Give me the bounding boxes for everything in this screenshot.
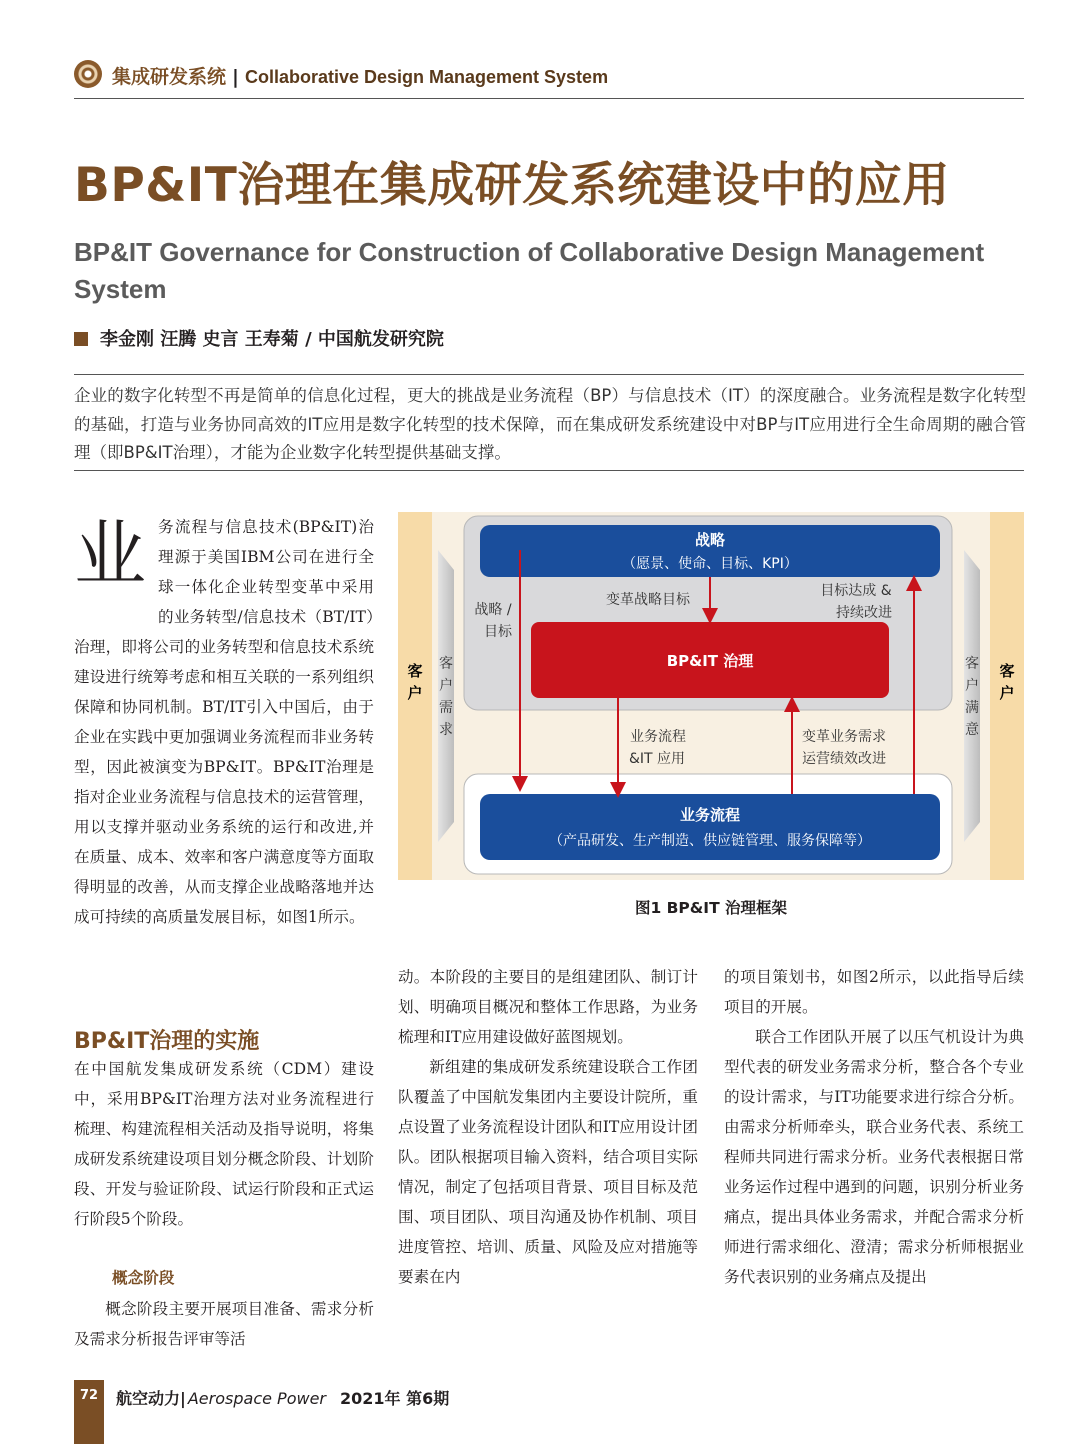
customer-need-3: 需 bbox=[439, 700, 453, 716]
intro-text: 务流程与信息技术(BP&IT)治理源于美国IBM公司在进行全球一体化企业转型变革中采用的业务转型/信息技术（BT/IT）治理，即将公司的业务转型和信息技术系统建设进行统筹考虑和相互关联的一系列组织保障和协同机制。BT/IT引入中国后，由于企业在实践中更加强调业务流程而非业务转型，因此被演变为BP&IT。BP&IT治理是指对企业业务流程与信息技术的运营管理，用以支撑并驱动业务系统的运行和改进,并在质量、成本、效率和客户满意度等方面取得明显的改善，从而支撑企业战略落地并达成可持续的高质量发展目标，如图1所示。 bbox=[74, 518, 374, 926]
journal-issue: 2021年 第6期 bbox=[339, 1389, 450, 1408]
square-bullet-icon bbox=[74, 332, 88, 346]
label-bp-it-2: &IT 应用 bbox=[628, 751, 686, 767]
customer-sat-4: 意 bbox=[965, 722, 979, 738]
section-name-en: Collaborative Design Management System bbox=[244, 67, 609, 87]
label-target-1: 目标达成 & bbox=[820, 583, 892, 599]
label-strategy-goal-2: 目标 bbox=[484, 624, 512, 640]
subsection-heading: 概念阶段 bbox=[112, 1269, 175, 1287]
page-number: 72 bbox=[79, 1388, 99, 1403]
intro-paragraph bbox=[74, 512, 374, 932]
process-subtitle: （产品研发、生产制造、供应链管理、服务保障等） bbox=[549, 833, 871, 849]
col2-paragraph: 新组建的集成研发系统建设联合工作团队覆盖了中国航发集团内主要设计院所，重点设置了业务流程设计团队和IT应用设计团队。团队根据项目输入资料，结合项目实际情况，制定了包括项目背景、项目目标及范围、项目团队、项目沟通及协作机制、项目进度管控、培训、质量、风险及应对措施等要素在内 bbox=[398, 1058, 698, 1286]
col3-paragraph: 的项目策划书，如图2所示，以此指导后续项目的开展。 bbox=[724, 968, 1024, 1016]
customer-need-chevron bbox=[438, 550, 454, 842]
strategy-title: 战略 bbox=[694, 531, 726, 549]
section-name-zh: 集成研发系统 bbox=[112, 66, 227, 88]
strategy-subtitle: （愿景、使命、目标、KPI） bbox=[622, 556, 798, 572]
label-bp-it-1: 业务流程 bbox=[630, 729, 686, 745]
customer-need-4: 求 bbox=[439, 722, 453, 738]
customer-need-1: 客 bbox=[439, 656, 453, 672]
abstract-top-rule bbox=[74, 374, 1024, 375]
header-rule bbox=[74, 98, 1024, 99]
article-title-zh: BP&IT治理在集成研发系统建设中的应用 bbox=[74, 158, 950, 213]
col1-paragraph-2: 概念阶段主要开展项目准备、需求分析及需求分析报告评审等活 bbox=[74, 1300, 374, 1348]
drop-cap: 业 bbox=[74, 512, 147, 596]
abstract: 企业的数字化转型不再是简单的信息化过程，更大的挑战是业务流程（BP）与信息技术（IT）的深度融合。业务流程是数字化转型的基础，打造与业务协同高效的IT应用是数字化转型的技术保障，而在集成研发系统建设中对BP与IT应用进行全生命周期的融合管理（即BP&IT治理），才能为企业数字化转型提供基础支撑。 bbox=[74, 386, 1026, 462]
abstract-bottom-rule bbox=[74, 470, 1024, 471]
running-header bbox=[112, 62, 608, 89]
customer-right-label-1: 客 bbox=[999, 662, 1015, 680]
section-heading: BP&IT治理的实施 bbox=[74, 1029, 260, 1054]
process-box bbox=[480, 794, 940, 860]
journal-footer bbox=[116, 1386, 449, 1409]
customer-left-label-2: 户 bbox=[407, 684, 423, 702]
header-separator: | bbox=[232, 66, 239, 88]
customer-left-label-1: 客 bbox=[407, 662, 423, 680]
authors-text: 李金刚 汪腾 史言 王寿菊 / 中国航发研究院 bbox=[100, 329, 444, 350]
label-target-2: 持续改进 bbox=[836, 605, 892, 621]
col1-paragraph: 在中国航发集成研发系统（CDM）建设中，采用BP&IT治理方法对业务流程进行梳理、构建流程相关活动及指导说明，将集成研发系统建设项目划分概念阶段、计划阶段、开发与验证阶段、试运行阶段和正式运行阶段5个阶段。 bbox=[74, 1060, 374, 1228]
col2-paragraph: 动。本阶段的主要目的是组建团队、制订计划、明确项目概况和整体工作思路，为业务梳理和IT应用建设做好蓝图规划。 bbox=[398, 968, 698, 1046]
process-title: 业务流程 bbox=[679, 806, 741, 824]
figure-caption: 图1 BP&IT 治理框架 bbox=[634, 899, 788, 917]
customer-sat-1: 客 bbox=[965, 656, 979, 672]
article-title-en: BP&IT Governance for Construction of Collaborative Design Management System bbox=[74, 237, 985, 304]
author-line bbox=[74, 325, 444, 351]
column-3 bbox=[724, 962, 1024, 1292]
section-logo-icon bbox=[74, 60, 102, 88]
label-change-need-1: 变革业务需求 bbox=[802, 729, 886, 745]
customer-sat-3: 满 bbox=[965, 700, 979, 716]
figure-bp-it-framework bbox=[398, 512, 1024, 880]
journal-name-en: Aerospace Power bbox=[187, 1389, 326, 1408]
customer-right-label-2: 户 bbox=[999, 684, 1015, 702]
customer-satisfaction-chevron bbox=[964, 550, 980, 842]
customer-sat-2: 户 bbox=[965, 678, 979, 694]
governance-label: BP&IT 治理 bbox=[666, 652, 754, 670]
journal-name-zh: 航空动力 bbox=[116, 1389, 181, 1408]
footer-separator: | bbox=[180, 1389, 186, 1408]
label-change-need-2: 运营绩效改进 bbox=[802, 751, 886, 767]
column-2 bbox=[398, 962, 698, 1292]
label-strategy-goal-1: 战略 / bbox=[474, 602, 512, 618]
framework-diagram bbox=[398, 512, 1024, 880]
label-change-strategy: 变革战略目标 bbox=[606, 592, 690, 608]
customer-need-2: 户 bbox=[439, 678, 453, 694]
col3-paragraph: 联合工作团队开展了以压气机设计为典型代表的研发业务需求分析，整合各个专业的设计需求，与IT功能要求进行综合分析。由需求分析师牵头，联合业务代表、系统工程师共同进行需求分析。业务代表根据日常业务运作过程中遇到的问题，识别分析业务痛点，提出具体业务需求，并配合需求分析师进行需求细化、澄清；需求分析师根据业务代表识别的业务痛点及提出 bbox=[724, 1028, 1024, 1286]
